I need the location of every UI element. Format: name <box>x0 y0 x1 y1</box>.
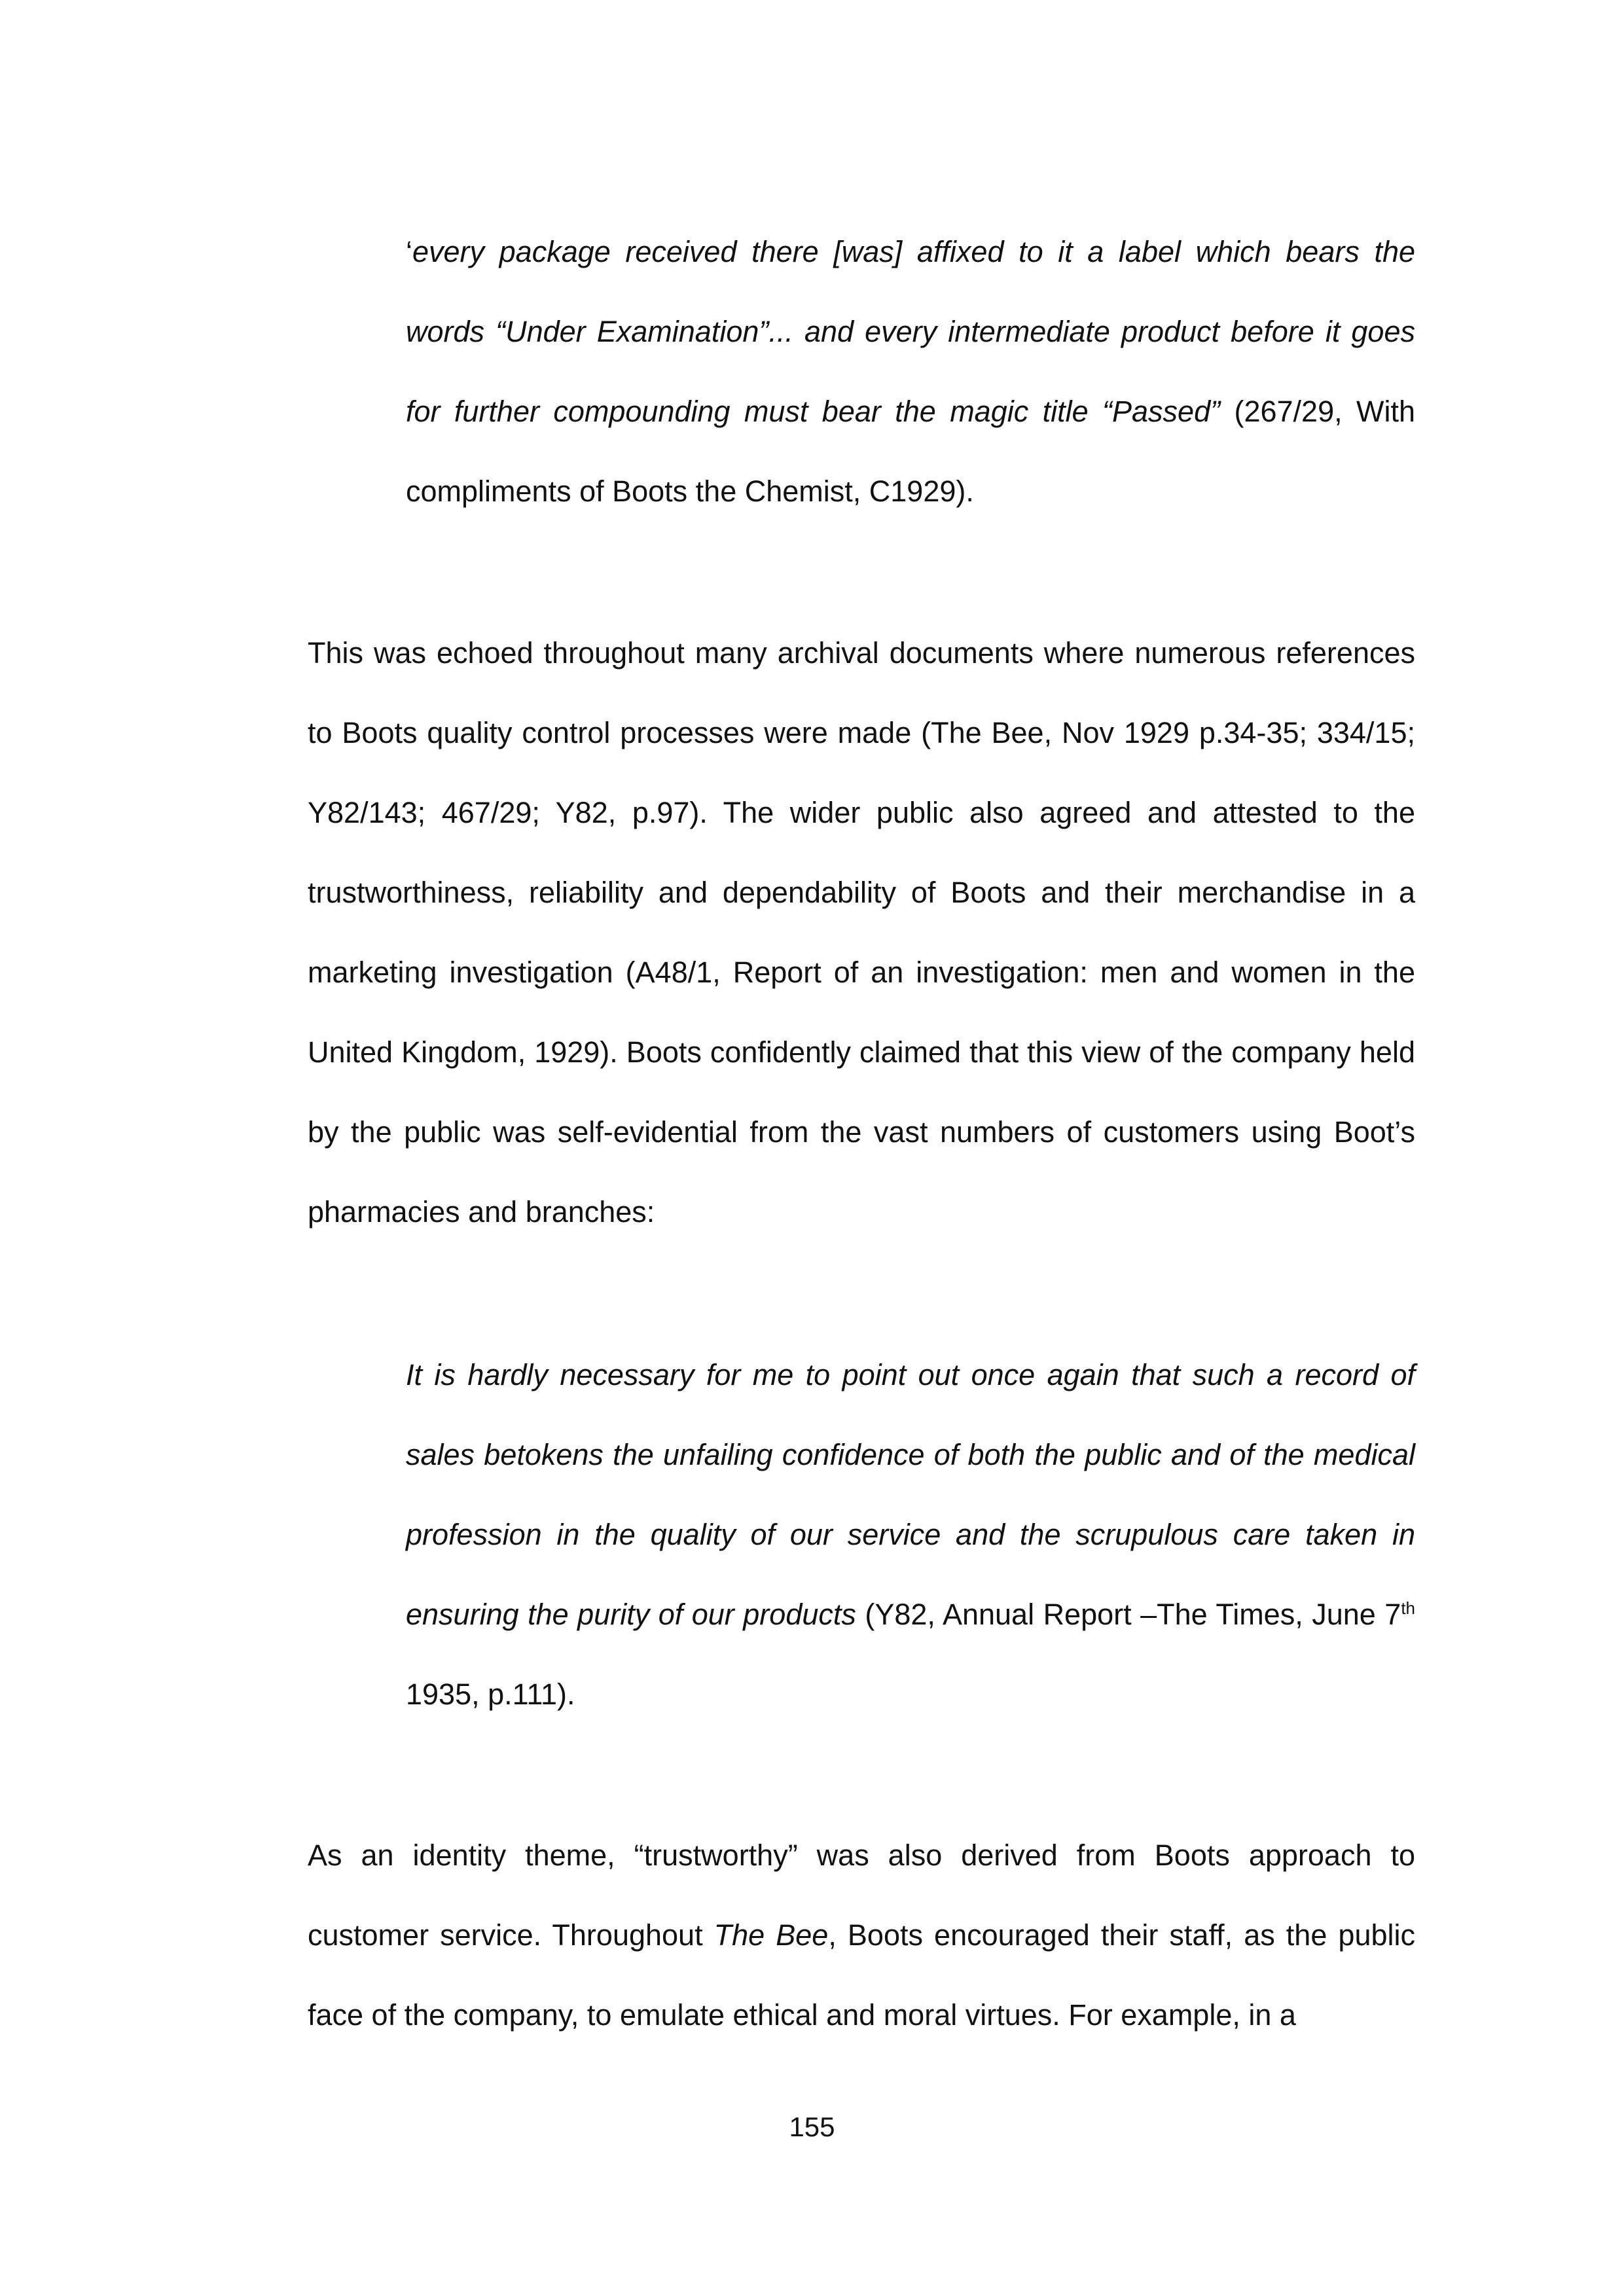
quote-italic-text: It is hardly necessary for me to point out once again that such a record of sales betokens the unfailing confidence of both the public and of the medical profession in the quality of our service and the scrupulous care taken in ensuring the purity of our products <box>406 1358 1415 1631</box>
quote-italic-text: every package received there [was] affixed to it a label which bears the words “Under Examination”... and every intermediate product before it goes for further compounding must bear the magic title “Passed” <box>406 235 1415 428</box>
publication-title: The Bee <box>713 1918 829 1952</box>
quote-citation-end: 1935, p.111). <box>406 1677 575 1711</box>
body-paragraph-trustworthiness: This was echoed throughout many archival documents where numerous references to Boots quality control processes were made (The Bee, Nov 1929 p.34-35; 334/15; Y82/143; 467/29; Y82, p.97). The wider public also agreed and attested to the trustworthiness, reliability and dependability of Boots and their merchandise in a marketing investigation (A48/1, Report of an investigation: men and women in the United Kingdom, 1929). Boots confidently claimed that this view of the company held by the public was self-evidential from the vast numbers of customers using Boot’s pharmacies and branches: <box>308 636 1415 1229</box>
block-quote-annual-report <box>406 1335 1415 1734</box>
quote-citation: (267/29, With compliments of Boots the Chemist, C1929). <box>406 395 1415 508</box>
quote-citation: (Y82, Annual Report –The Times, June 7 <box>856 1598 1401 1631</box>
opening-quote-mark: ‘ <box>406 235 412 268</box>
page-number: 155 <box>789 2111 835 2142</box>
paragraph-text-start: As an identity theme, “trustworthy” was also derived from Boots approach to customer service. Throughout <box>308 1839 1415 1952</box>
block-quote-packaging <box>406 212 1415 531</box>
ordinal-superscript: th <box>1401 1598 1416 1618</box>
paragraph-text-end: , Boots encouraged their staff, as the public face of the company, to emulate ethical and moral virtues. For example, in a <box>308 1918 1416 2032</box>
body-paragraph-customer-service <box>308 1816 1415 2055</box>
